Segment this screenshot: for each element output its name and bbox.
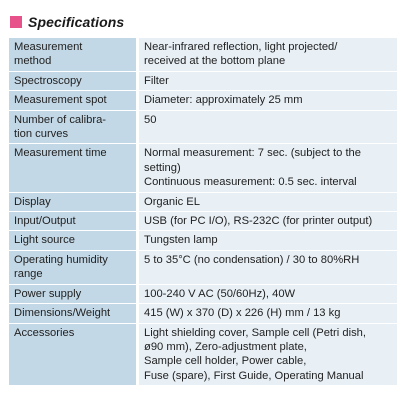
spec-value-line: Normal measurement: 7 sec. (subject to the bbox=[144, 147, 362, 160]
spec-value-line: Fuse (spare), First Guide, Operating Manual bbox=[144, 369, 364, 382]
spec-value bbox=[138, 284, 398, 303]
spec-value-line: Tungsten lamp bbox=[144, 234, 218, 247]
spec-label bbox=[9, 192, 138, 211]
spec-value bbox=[138, 71, 398, 90]
spec-row bbox=[9, 231, 397, 250]
spec-value bbox=[138, 250, 398, 284]
spec-row bbox=[9, 110, 397, 144]
spec-row bbox=[9, 144, 397, 192]
spec-label-line: Measurement spot bbox=[14, 94, 107, 107]
spec-label-line: Input/Output bbox=[14, 215, 76, 228]
spec-value bbox=[138, 212, 398, 231]
spec-value-line: Continuous measurement: 0.5 sec. interval bbox=[144, 176, 357, 189]
spec-value-line: setting) bbox=[144, 161, 181, 174]
spec-row bbox=[9, 212, 397, 231]
section-header bbox=[10, 12, 124, 32]
spec-label-line: Display bbox=[14, 195, 51, 208]
spec-label-line: tion curves bbox=[14, 128, 69, 141]
spec-value-line: Filter bbox=[144, 74, 169, 87]
spec-value-line: 50 bbox=[144, 113, 157, 126]
spec-label-line: Accessories bbox=[14, 326, 75, 339]
spec-value bbox=[138, 304, 398, 323]
spec-label-line: Operating humidity bbox=[14, 253, 108, 266]
spec-value-line: USB (for PC I/O), RS-232C (for printer output) bbox=[144, 215, 373, 228]
spec-row bbox=[9, 323, 397, 386]
spec-row bbox=[9, 71, 397, 90]
spec-value-line: Diameter: approximately 25 mm bbox=[144, 94, 303, 107]
spec-label bbox=[9, 91, 138, 110]
spec-value bbox=[138, 231, 398, 250]
pink-square-icon bbox=[10, 16, 22, 28]
spec-label-line: Measurement bbox=[14, 41, 83, 53]
spec-label-line: method bbox=[14, 55, 52, 68]
spec-value bbox=[138, 192, 398, 211]
spec-label bbox=[9, 250, 138, 284]
spec-label bbox=[9, 38, 138, 72]
spec-label-line: Spectroscopy bbox=[14, 74, 82, 87]
spec-value-line: Near-infrared reflection, light projected/ bbox=[144, 41, 338, 53]
spec-label bbox=[9, 284, 138, 303]
spec-label bbox=[9, 231, 138, 250]
spec-value bbox=[138, 323, 398, 386]
spec-row bbox=[9, 304, 397, 323]
spec-value-line: 5 to 35°C (no condensation) / 30 to 80%RH bbox=[144, 253, 360, 266]
spec-value-line: Organic EL bbox=[144, 195, 200, 208]
spec-row bbox=[9, 250, 397, 284]
spec-row bbox=[9, 192, 397, 211]
spec-label bbox=[9, 144, 138, 192]
spec-label-line: Dimensions/Weight bbox=[14, 307, 111, 320]
spec-row bbox=[9, 38, 397, 72]
spec-label bbox=[9, 212, 138, 231]
specifications-table bbox=[9, 37, 397, 386]
section-title: Specifications bbox=[28, 14, 125, 30]
spec-label bbox=[9, 323, 138, 386]
spec-value-line: ø90 mm), Zero-adjustment plate, bbox=[144, 340, 307, 353]
spec-label bbox=[9, 71, 138, 90]
spec-value-line: Light shielding cover, Sample cell (Petri dish, bbox=[144, 326, 366, 339]
spec-row bbox=[9, 284, 397, 303]
spec-label-line: range bbox=[14, 268, 43, 281]
spec-value-line: Sample cell holder, Power cable, bbox=[144, 355, 307, 368]
spec-label bbox=[9, 304, 138, 323]
spec-label bbox=[9, 110, 138, 144]
spec-value-line: 100-240 V AC (50/60Hz), 40W bbox=[144, 287, 296, 300]
spec-value bbox=[138, 144, 398, 192]
spec-value bbox=[138, 91, 398, 110]
spec-label-line: Power supply bbox=[14, 287, 82, 300]
spec-value bbox=[138, 38, 398, 72]
spec-label-line: Measurement time bbox=[14, 147, 107, 160]
spec-label-line: Light source bbox=[14, 234, 75, 247]
spec-label-line: Number of calibra- bbox=[14, 113, 107, 126]
spec-row bbox=[9, 91, 397, 110]
spec-value-line: 415 (W) x 370 (D) x 226 (H) mm / 13 kg bbox=[144, 307, 341, 320]
specifications-table-body bbox=[9, 38, 397, 386]
spec-value-line: received at the bottom plane bbox=[144, 55, 286, 68]
spec-value bbox=[138, 110, 398, 144]
